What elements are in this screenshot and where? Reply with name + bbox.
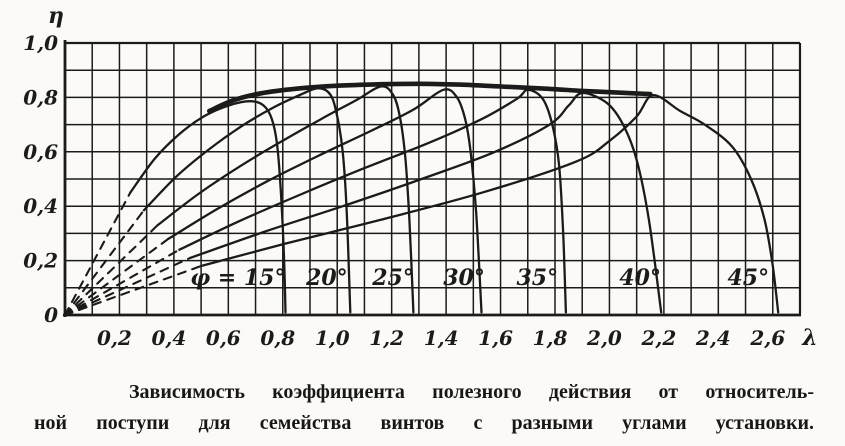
x-tick-2,4: 2,4 [695,326,731,350]
x-tick-1,4: 1,4 [423,326,459,350]
curve-phi-20-dashed-segment [65,210,144,315]
caption-line-1: Зависимость коэффициента полезного действия от относитель- [129,381,814,403]
x-tick-0,8: 0,8 [260,326,296,350]
curve-labels [190,265,769,291]
curve-label-phi-35: 35° [516,264,559,291]
x-tick-2,6: 2,6 [750,326,786,350]
curve-label-phi-25: 25° [372,264,414,291]
y-tick-0,8: 0,8 [23,85,58,110]
y-tick-0,4: 0,4 [23,194,58,219]
x-axis-label-lambda: λ [802,325,818,351]
x-tick-2,0: 2,0 [587,326,622,350]
x-tick-2,2: 2,2 [641,326,677,350]
curve-phi-40-dashed-segment [65,258,190,315]
y-tick-0,6: 0,6 [23,139,58,164]
curve-label-phi-40: 40° [619,264,662,291]
x-tick-1,0: 1,0 [314,326,350,350]
figure-caption [34,377,814,439]
y-tick-0: 0 [44,303,58,327]
y-axis-label-eta: η [48,3,64,29]
x-tick-1,6: 1,6 [478,326,513,350]
curve-label-phi-45: 45° [727,264,770,291]
caption-line-2: ной поступи для семейства винтов с разными углами установки. [34,412,814,434]
x-tick-1,8: 1,8 [532,326,568,350]
x-tick-0,2: 0,2 [97,326,132,350]
y-tick-labels [23,31,58,327]
curve-phi-45-dashed-segment [65,266,201,315]
curve-label-phi-20: 20° [306,264,348,291]
curve-phi-45 [65,95,778,315]
x-tick-0,6: 0,6 [205,326,241,350]
x-tick-1,2: 1,2 [369,326,405,350]
y-tick-0,2: 0,2 [23,248,58,273]
x-tick-labels [97,326,785,350]
x-tick-0,4: 0,4 [151,326,187,350]
curve-label-phi-30: 30° [443,264,485,291]
curve-phi-30-dashed-segment [65,239,168,315]
curve-label-phi-15: φ = 15° [190,264,286,291]
y-tick-1,0: 1,0 [23,31,58,55]
